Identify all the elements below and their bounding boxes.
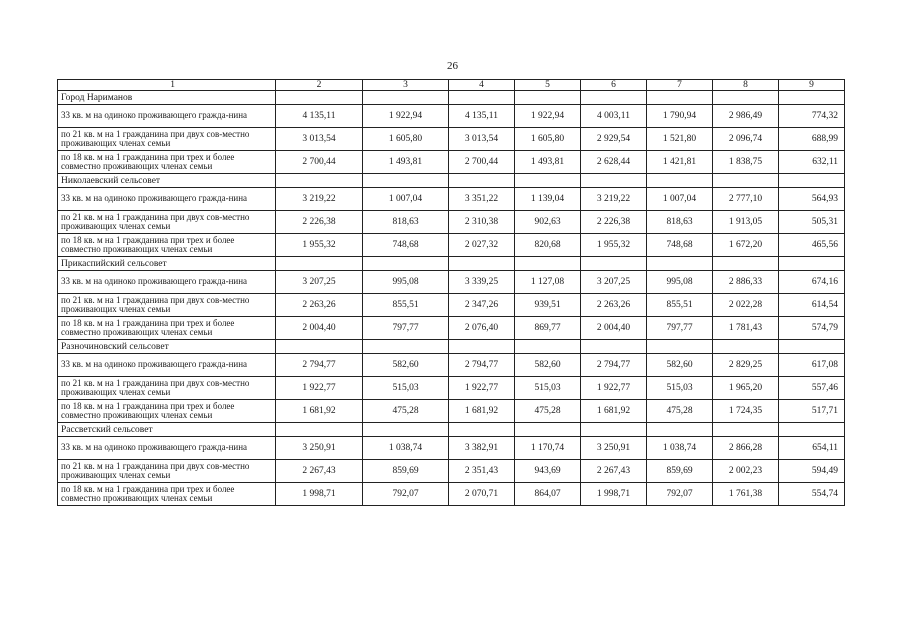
empty-cell <box>779 340 845 354</box>
value-cell: 594,49 <box>779 460 845 483</box>
value-cell: 1 681,92 <box>276 400 363 423</box>
value-cell: 2 226,38 <box>276 211 363 234</box>
value-cell: 2 267,43 <box>276 460 363 483</box>
table-row <box>58 354 845 377</box>
row-label: 33 кв. м на одиноко проживающего гражда-нина <box>58 271 276 294</box>
empty-cell <box>779 174 845 188</box>
empty-cell <box>515 91 581 105</box>
value-cell: 475,28 <box>647 400 713 423</box>
table-row <box>58 234 845 257</box>
value-cell: 505,31 <box>779 211 845 234</box>
table-body <box>58 80 845 506</box>
value-cell: 674,16 <box>779 271 845 294</box>
value-cell: 820,68 <box>515 234 581 257</box>
value-cell: 2 794,77 <box>276 354 363 377</box>
table-row <box>58 400 845 423</box>
value-cell: 2 027,32 <box>449 234 515 257</box>
column-number: 1 <box>58 80 276 91</box>
value-cell: 1 605,80 <box>515 128 581 151</box>
value-cell: 2 004,40 <box>581 317 647 340</box>
value-cell: 2 070,71 <box>449 483 515 506</box>
value-cell: 1 681,92 <box>449 400 515 423</box>
value-cell: 1 761,38 <box>713 483 779 506</box>
value-cell: 2 886,33 <box>713 271 779 294</box>
row-label: по 21 кв. м на 1 гражданина при двух сов-местно проживающих членах семьи <box>58 128 276 151</box>
column-number: 2 <box>276 80 363 91</box>
table-row <box>58 211 845 234</box>
value-cell: 995,08 <box>647 271 713 294</box>
empty-cell <box>647 257 713 271</box>
section-title: Рассветский сельсовет <box>58 423 276 437</box>
empty-cell <box>363 340 449 354</box>
value-cell: 1 922,77 <box>581 377 647 400</box>
column-number: 4 <box>449 80 515 91</box>
empty-cell <box>449 340 515 354</box>
value-cell: 582,60 <box>515 354 581 377</box>
page-number: 26 <box>447 60 458 72</box>
empty-cell <box>779 257 845 271</box>
empty-cell <box>713 340 779 354</box>
row-label: по 18 кв. м на 1 гражданина при трех и более совместно проживающих членах семьи <box>58 483 276 506</box>
table-row <box>58 188 845 211</box>
empty-cell <box>647 423 713 437</box>
row-label: по 18 кв. м на 1 гражданина при трех и более совместно проживающих членах семьи <box>58 400 276 423</box>
row-label: по 21 кв. м на 1 гражданина при двух сов-местно проживающих членах семьи <box>58 460 276 483</box>
empty-cell <box>515 257 581 271</box>
empty-cell <box>449 91 515 105</box>
empty-cell <box>713 174 779 188</box>
section-title: Прикаспийский сельсовет <box>58 257 276 271</box>
table-row <box>58 377 845 400</box>
value-cell: 1 421,81 <box>647 151 713 174</box>
value-cell: 1 724,35 <box>713 400 779 423</box>
value-cell: 1 681,92 <box>581 400 647 423</box>
row-label: по 18 кв. м на 1 гражданина при трех и более совместно проживающих членах семьи <box>58 151 276 174</box>
value-cell: 2 700,44 <box>276 151 363 174</box>
section-row <box>58 174 845 188</box>
value-cell: 614,54 <box>779 294 845 317</box>
value-cell: 3 207,25 <box>276 271 363 294</box>
empty-cell <box>449 423 515 437</box>
value-cell: 582,60 <box>647 354 713 377</box>
empty-cell <box>515 340 581 354</box>
row-label: по 21 кв. м на 1 гражданина при двух сов-местно проживающих членах семьи <box>58 211 276 234</box>
empty-cell <box>363 174 449 188</box>
value-cell: 902,63 <box>515 211 581 234</box>
value-cell: 995,08 <box>363 271 449 294</box>
column-number: 6 <box>581 80 647 91</box>
value-cell: 475,28 <box>363 400 449 423</box>
housing-cost-table <box>57 79 845 506</box>
value-cell: 3 250,91 <box>581 437 647 460</box>
value-cell: 2 096,74 <box>713 128 779 151</box>
empty-cell <box>581 423 647 437</box>
value-cell: 943,69 <box>515 460 581 483</box>
value-cell: 855,51 <box>363 294 449 317</box>
value-cell: 2 866,28 <box>713 437 779 460</box>
table-row <box>58 437 845 460</box>
value-cell: 3 013,54 <box>449 128 515 151</box>
value-cell: 797,77 <box>647 317 713 340</box>
empty-cell <box>449 257 515 271</box>
value-cell: 465,56 <box>779 234 845 257</box>
value-cell: 2 310,38 <box>449 211 515 234</box>
value-cell: 557,46 <box>779 377 845 400</box>
empty-cell <box>713 257 779 271</box>
value-cell: 818,63 <box>363 211 449 234</box>
value-cell: 3 219,22 <box>276 188 363 211</box>
row-label: 33 кв. м на одиноко проживающего гражда-нина <box>58 354 276 377</box>
row-label: по 21 кв. м на 1 гражданина при двух сов-местно проживающих членах семьи <box>58 377 276 400</box>
value-cell: 2 794,77 <box>449 354 515 377</box>
column-number: 9 <box>779 80 845 91</box>
value-cell: 2 002,23 <box>713 460 779 483</box>
value-cell: 2 700,44 <box>449 151 515 174</box>
value-cell: 774,32 <box>779 105 845 128</box>
section-title: Разночиновский сельсовет <box>58 340 276 354</box>
table-row <box>58 151 845 174</box>
value-cell: 2 347,26 <box>449 294 515 317</box>
value-cell: 2 263,26 <box>581 294 647 317</box>
value-cell: 859,69 <box>363 460 449 483</box>
table-row <box>58 483 845 506</box>
empty-cell <box>647 91 713 105</box>
value-cell: 748,68 <box>647 234 713 257</box>
value-cell: 1 781,43 <box>713 317 779 340</box>
empty-cell <box>515 174 581 188</box>
column-number: 7 <box>647 80 713 91</box>
value-cell: 2 004,40 <box>276 317 363 340</box>
table-row <box>58 294 845 317</box>
row-label: по 18 кв. м на 1 гражданина при трех и более совместно проживающих членах семьи <box>58 234 276 257</box>
value-cell: 3 351,22 <box>449 188 515 211</box>
row-label: 33 кв. м на одиноко проживающего гражда-нина <box>58 188 276 211</box>
empty-cell <box>647 174 713 188</box>
section-row <box>58 91 845 105</box>
value-cell: 864,07 <box>515 483 581 506</box>
value-cell: 654,11 <box>779 437 845 460</box>
section-row <box>58 340 845 354</box>
value-cell: 3 013,54 <box>276 128 363 151</box>
value-cell: 1 838,75 <box>713 151 779 174</box>
value-cell: 1 038,74 <box>647 437 713 460</box>
value-cell: 1 007,04 <box>647 188 713 211</box>
value-cell: 1 521,80 <box>647 128 713 151</box>
value-cell: 617,08 <box>779 354 845 377</box>
row-label: 33 кв. м на одиноко проживающего гражда-нина <box>58 105 276 128</box>
value-cell: 1 922,94 <box>515 105 581 128</box>
empty-cell <box>276 174 363 188</box>
value-cell: 515,03 <box>363 377 449 400</box>
column-number: 3 <box>363 80 449 91</box>
table-row <box>58 317 845 340</box>
empty-cell <box>276 257 363 271</box>
value-cell: 4 135,11 <box>276 105 363 128</box>
value-cell: 3 207,25 <box>581 271 647 294</box>
table-row <box>58 271 845 294</box>
table-row <box>58 105 845 128</box>
value-cell: 2 628,44 <box>581 151 647 174</box>
value-cell: 1 922,77 <box>449 377 515 400</box>
value-cell: 2 022,28 <box>713 294 779 317</box>
empty-cell <box>779 91 845 105</box>
value-cell: 869,77 <box>515 317 581 340</box>
value-cell: 554,74 <box>779 483 845 506</box>
value-cell: 2 226,38 <box>581 211 647 234</box>
value-cell: 2 076,40 <box>449 317 515 340</box>
value-cell: 1 922,94 <box>363 105 449 128</box>
value-cell: 3 219,22 <box>581 188 647 211</box>
value-cell: 1 007,04 <box>363 188 449 211</box>
section-title: Город Нариманов <box>58 91 276 105</box>
value-cell: 818,63 <box>647 211 713 234</box>
table-row <box>58 128 845 151</box>
value-cell: 859,69 <box>647 460 713 483</box>
row-label: 33 кв. м на одиноко проживающего гражда-нина <box>58 437 276 460</box>
value-cell: 1 790,94 <box>647 105 713 128</box>
empty-cell <box>647 340 713 354</box>
value-cell: 939,51 <box>515 294 581 317</box>
empty-cell <box>449 174 515 188</box>
value-cell: 2 929,54 <box>581 128 647 151</box>
value-cell: 1 672,20 <box>713 234 779 257</box>
value-cell: 792,07 <box>363 483 449 506</box>
value-cell: 2 263,26 <box>276 294 363 317</box>
value-cell: 688,99 <box>779 128 845 151</box>
value-cell: 2 794,77 <box>581 354 647 377</box>
value-cell: 4 135,11 <box>449 105 515 128</box>
table-row <box>58 460 845 483</box>
empty-cell <box>363 423 449 437</box>
value-cell: 1 038,74 <box>363 437 449 460</box>
value-cell: 1 139,04 <box>515 188 581 211</box>
empty-cell <box>713 423 779 437</box>
value-cell: 855,51 <box>647 294 713 317</box>
empty-cell <box>581 340 647 354</box>
value-cell: 564,93 <box>779 188 845 211</box>
value-cell: 792,07 <box>647 483 713 506</box>
empty-cell <box>779 423 845 437</box>
value-cell: 2 829,25 <box>713 354 779 377</box>
value-cell: 3 250,91 <box>276 437 363 460</box>
value-cell: 1 493,81 <box>363 151 449 174</box>
empty-cell <box>515 423 581 437</box>
empty-cell <box>363 91 449 105</box>
empty-cell <box>581 174 647 188</box>
column-number: 8 <box>713 80 779 91</box>
empty-cell <box>363 257 449 271</box>
section-row <box>58 423 845 437</box>
empty-cell <box>713 91 779 105</box>
value-cell: 1 955,32 <box>581 234 647 257</box>
value-cell: 1 922,77 <box>276 377 363 400</box>
value-cell: 475,28 <box>515 400 581 423</box>
value-cell: 2 777,10 <box>713 188 779 211</box>
empty-cell <box>276 91 363 105</box>
value-cell: 748,68 <box>363 234 449 257</box>
value-cell: 1 998,71 <box>581 483 647 506</box>
value-cell: 2 351,43 <box>449 460 515 483</box>
value-cell: 1 170,74 <box>515 437 581 460</box>
value-cell: 1 493,81 <box>515 151 581 174</box>
empty-cell <box>581 91 647 105</box>
value-cell: 582,60 <box>363 354 449 377</box>
section-title: Николаевский сельсовет <box>58 174 276 188</box>
row-label: по 21 кв. м на 1 гражданина при двух сов-местно проживающих членах семьи <box>58 294 276 317</box>
empty-cell <box>276 423 363 437</box>
column-number-row <box>58 80 845 91</box>
value-cell: 3 339,25 <box>449 271 515 294</box>
value-cell: 1 955,32 <box>276 234 363 257</box>
value-cell: 797,77 <box>363 317 449 340</box>
row-label: по 18 кв. м на 1 гражданина при трех и более совместно проживающих членах семьи <box>58 317 276 340</box>
value-cell: 4 003,11 <box>581 105 647 128</box>
value-cell: 1 965,20 <box>713 377 779 400</box>
value-cell: 2 267,43 <box>581 460 647 483</box>
value-cell: 515,03 <box>647 377 713 400</box>
column-number: 5 <box>515 80 581 91</box>
value-cell: 1 998,71 <box>276 483 363 506</box>
value-cell: 517,71 <box>779 400 845 423</box>
value-cell: 2 986,49 <box>713 105 779 128</box>
value-cell: 3 382,91 <box>449 437 515 460</box>
value-cell: 1 913,05 <box>713 211 779 234</box>
value-cell: 1 605,80 <box>363 128 449 151</box>
value-cell: 632,11 <box>779 151 845 174</box>
empty-cell <box>581 257 647 271</box>
value-cell: 574,79 <box>779 317 845 340</box>
empty-cell <box>276 340 363 354</box>
value-cell: 515,03 <box>515 377 581 400</box>
value-cell: 1 127,08 <box>515 271 581 294</box>
section-row <box>58 257 845 271</box>
